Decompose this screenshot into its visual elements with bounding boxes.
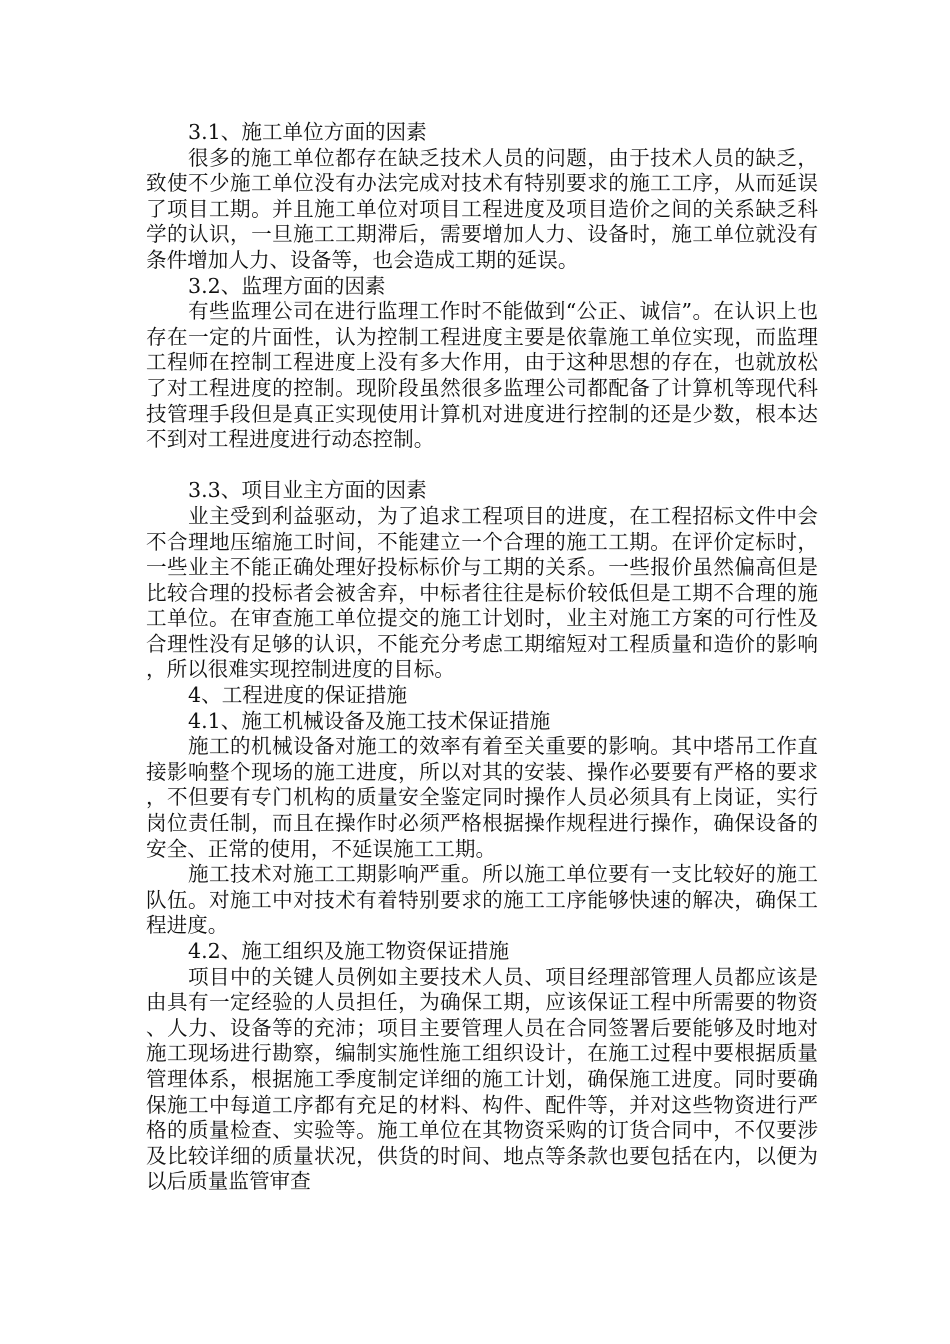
- section-heading-4-2: 4.2、施工组织及施工物资保证措施: [188, 939, 510, 963]
- section-heading-3-3: 3.3、项目业主方面的因素: [188, 478, 427, 503]
- section-heading-3-2: 3.2、监理方面的因素: [188, 273, 386, 298]
- paragraph-4-2: 项目中的关键人员例如主要技术人员、项目经理部管理人员都应该是由具有一定经验的人员担任，为确保工期，应该保证工程中所需要的物资、人力、设备等的充沛；项目主要管理人员在合同签署后要能够及时地对施工现场进行勘察，编制实施性施工组织设计，在施工过程中要根据质量管理体系，根据施工季度制定详细的施工计划，确保施工进度。同时要确保施工中每道工序都有充足的材料、构件、配件等，并对这些物资进行严格的质量检查、实验等。施工单位在其物资采购的订货合同中，不仅要涉及比较详细的质量状况，供货的时间、地点等条款也要包括在内，以便为以后质量监管审查: [146, 964, 818, 1194]
- paragraph-3-3: 业主受到利益驱动，为了追求工程项目的进度，在工程招标文件中会不合理地压缩施工时间，不能建立一个合理的施工工期。在评价定标时，一些业主不能正确处理好投标标价与工期的关系。一些报价虽然偏高但是比较合理的投标者会被舍弃，中标者往往是标价较低但是工期不合理的施工单位。在审查施工单位提交的施工计划时，业主对施工方案的可行性及合理性没有足够的认识，不能充分考虑工期缩短对工程质量和造价的影响，所以很难实现控制进度的目标。: [146, 503, 818, 682]
- section-heading-3-1: 3.1、施工单位方面的因素: [188, 120, 427, 144]
- section-heading-4-1: 4.1、施工机械设备及施工技术保证措施: [188, 708, 551, 733]
- paragraph-3-2: 有些监理公司在进行监理工作时不能做到“公正、诚信”。在认识上也存在一定的片面性，认为控制工程进度主要是依靠施工单位实现，而监理工程师在控制工程进度上没有多大作用，由于这种思想的存在，也就放松了对工程进度的控制。现阶段虽然很多监理公司都配备了计算机等现代科技管理手段但是真正实现使用计算机对进度进行控制的还是少数，根本达不到对工程进度进行动态控制。: [146, 299, 818, 452]
- paragraph-4-1-a: 施工的机械设备对施工的效率有着至关重要的影响。其中塔吊工作直接影响整个现场的施工进度，所以对其的安装、操作必要要有严格的要求，不但要有专门机构的质量安全鉴定同时操作人员必须具有上岗证，实行岗位责任制，而且在操作时必须严格根据操作规程进行操作，确保设备的安全、正常的使用，不延误施工工期。: [146, 734, 818, 861]
- document-page: [146, 120, 818, 1195]
- section-heading-4: 4、工程进度的保证措施: [188, 683, 408, 708]
- paragraph-3-1: 很多的施工单位都存在缺乏技术人员的问题，由于技术人员的缺乏，致使不少施工单位没有办法完成对技术有特别要求的施工工序，从而延误了项目工期。并且施工单位对项目工程进度及项目造价之间的关系缺乏科学的认识，一旦施工工期滞后，需要增加人力、设备时，施工单位就没有条件增加人力、设备等，也会造成工期的延误。: [146, 145, 818, 272]
- paragraph-4-1-b: 施工技术对施工工期影响严重。所以施工单位要有一支比较好的施工队伍。对施工中对技术有着特别要求的施工工序能够快速的解决，确保工程进度。: [146, 862, 818, 938]
